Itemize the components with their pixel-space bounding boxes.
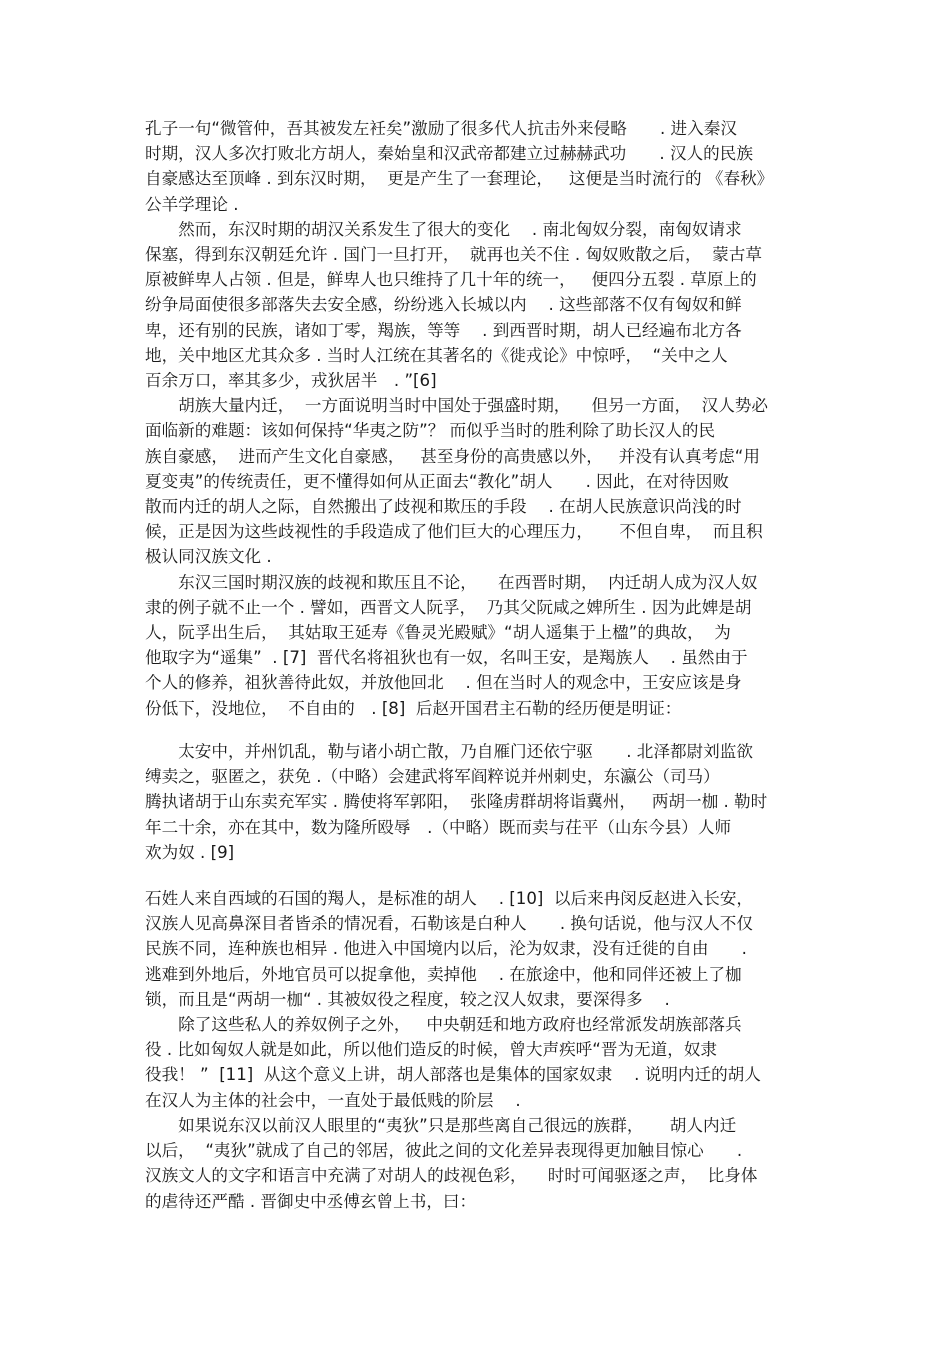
text-line: 的虐待还严酷 . 晋御史中丞傅玄曾上书，曰： <box>145 1191 477 1211</box>
text-line: 散而内迁的胡人之际，自然搬出了歧视和欺压的手段 . 在胡人民族意识尚浅的时 <box>145 496 742 516</box>
text-line: 民族不同，连种族也相异 . 他进入中国境内以后，沦为奴隶，没有迁徙的自由 . <box>145 939 747 959</box>
text-line: 汉族人见高鼻深目者皆杀的情况看，石勒该是白种人 . 换句话说，他与汉人不仅 <box>145 914 753 934</box>
paragraph-3 <box>145 393 825 569</box>
text-line: 自豪感达至顶峰 . 到东汉时期， 更是产生了一套理论， 这便是当时流行的 《春秋》 <box>145 169 774 189</box>
text-line: 个人的修养，祖狄善待此奴，并放他回北 . 但在当时人的观念中，王安应该是身 <box>145 673 742 693</box>
text-line: 孔子一句“微管仲，吾其被发左衽矣”激励了很多代人抗击外来侵略 . 进入秦汉 <box>145 119 737 138</box>
text-line: 纷争局面使很多部落失去安全感，纷纷逃入长城以内 . 这些部落不仅有匈奴和鲜 <box>145 295 742 315</box>
text-line: 面临新的难题：该如何保持“华夷之防”？ 而似乎当时的胜利除了助长汉人的民 <box>145 421 716 441</box>
text-line: 候，正是因为这些歧视性的手段造成了他们巨大的心理压力， 不但自卑， 而且积 <box>145 522 763 542</box>
paragraph-8 <box>145 1113 825 1214</box>
text-line: 汉族文人的文字和语言中充满了对胡人的歧视色彩， 时时可闻驱逐之声， 比身体 <box>145 1166 758 1186</box>
text-line: 太安中，并州饥乱，勒与诸小胡亡散，乃自雁门还依宁驱 . 北泽都尉刘监欲 <box>145 742 753 761</box>
text-line: 保塞，得到东汉朝廷允许 . 国门一旦打开， 就再也关不住 . 匈奴败散之后， 蒙古草 <box>145 244 762 264</box>
text-line: 欢为奴 . [9] <box>145 842 235 862</box>
text-line: 东汉三国时期汉族的歧视和欺压且不论， 在西晋时期， 内迁胡人成为汉人奴 <box>145 572 758 592</box>
text-line: 如果说东汉以前汉人眼里的“夷狄”只是那些离自己很远的族群， 胡人内迁 <box>145 1116 737 1135</box>
text-line: 夏变夷”的传统责任，更不懂得如何从正面去“教化”胡人 . 因此，在对待因败 <box>145 471 729 491</box>
text-line: 石姓人来自西域的石国的羯人，是标准的胡人 . [10] 以后来冉闵反赵进入长安， <box>145 889 754 908</box>
block-quote <box>145 739 825 865</box>
paragraph-6 <box>145 886 825 1012</box>
text-line: 逃难到外地后，外地官员可以捉拿他，卖掉他 . 在旅途中，他和同伴还被上了枷 <box>145 964 742 984</box>
text-line: 除了这些私人的养奴例子之外， 中央朝廷和地方政府也经常派发胡族部落兵 <box>145 1015 742 1034</box>
paragraph-4 <box>145 570 825 721</box>
paragraph-2 <box>145 217 825 393</box>
paragraph-7 <box>145 1012 825 1113</box>
text-line: 胡族大量内迁， 一方面说明当时中国处于强盛时期， 但另一方面， 汉人势必 <box>145 396 768 416</box>
text-line: 在汉人为主体的社会中，一直处于最低贱的阶层 . <box>145 1090 521 1110</box>
text-line: 然而，东汉时期的胡汉关系发生了很大的变化 . 南北匈奴分裂，南匈奴请求 <box>145 219 742 239</box>
text-line: 年二十余，亦在其中，数为隆所殴辱 .（中略）既而卖与茌平（山东今县）人师 <box>145 817 732 837</box>
text-line: 他取字为“遥集” . [7] 晋代名将祖狄也有一奴，名叫王安，是羯族人 . 虽然由于 <box>145 648 748 668</box>
text-line: 地，关中地区尤其众多 . 当时人江统在其著名的《徙戎论》中惊呼， “关中之人 <box>145 345 728 365</box>
text-line: 族自豪感， 进而产生文化自豪感， 甚至身份的高贵感以外， 并没有认真考虑“用 <box>145 446 760 466</box>
text-line: 以后， “夷狄”就成了自己的邻居，彼此之间的文化差异表现得更加触目惊心 . <box>145 1141 743 1161</box>
text-line: 役 . 比如匈奴人就是如此，所以他们造反的时候，曾大声疾呼“晋为无道，奴隶 <box>145 1040 718 1060</box>
text-line: 缚卖之，驱匿之，获免 .（中略）会建武将军阎粹说并州刺史，东瀛公（司马） <box>145 767 720 787</box>
paragraph-1 <box>145 116 825 217</box>
text-line: 人，阮孚出生后， 其姑取王延寿《鲁灵光殿赋》“胡人遥集于上楹”的典故， 为 <box>145 622 731 642</box>
text-line: 腾执诸胡于山东卖充军实 . 腾使将军郭阳， 张隆虏群胡将诣冀州， 两胡一枷 . 勒时 <box>145 792 768 812</box>
text-line: 百余万口，率其多少，戎狄居半 . ”[6] <box>145 370 437 390</box>
text-line: 极认同汉族文化 . <box>145 547 272 567</box>
text-line: 锁，而且是“两胡一枷“ . 其被奴役之程度，较之汉人奴隶，要深得多 . <box>145 989 670 1009</box>
text-line: 隶的例子就不止一个 . 譬如，西晋文人阮孚， 乃其父阮咸之婢所生 . 因为此婢是胡 <box>145 597 752 617</box>
text-line: 时期，汉人多次打败北方胡人，秦始皇和汉武帝都建立过赫赫武功 . 汉人的民族 <box>145 144 753 164</box>
text-line: 役我！ ” [11] 从这个意义上讲，胡人部落也是集体的国家奴隶 . 说明内迁的胡人 <box>145 1065 761 1085</box>
text-line: 公羊学理论 . <box>145 194 239 214</box>
text-line: 份低下，没地位， 不自由的 . [8] 后赵开国君主石勒的经历便是明证： <box>145 698 682 718</box>
text-line: 卑，还有别的民族，诸如丁零，羯族，等等 . 到西晋时期，胡人已经遍布北方各 <box>145 320 742 340</box>
text-line: 原被鲜卑人占领 . 但是，鲜卑人也只维持了几十年的统一， 便四分五裂 . 草原上的 <box>145 270 757 290</box>
